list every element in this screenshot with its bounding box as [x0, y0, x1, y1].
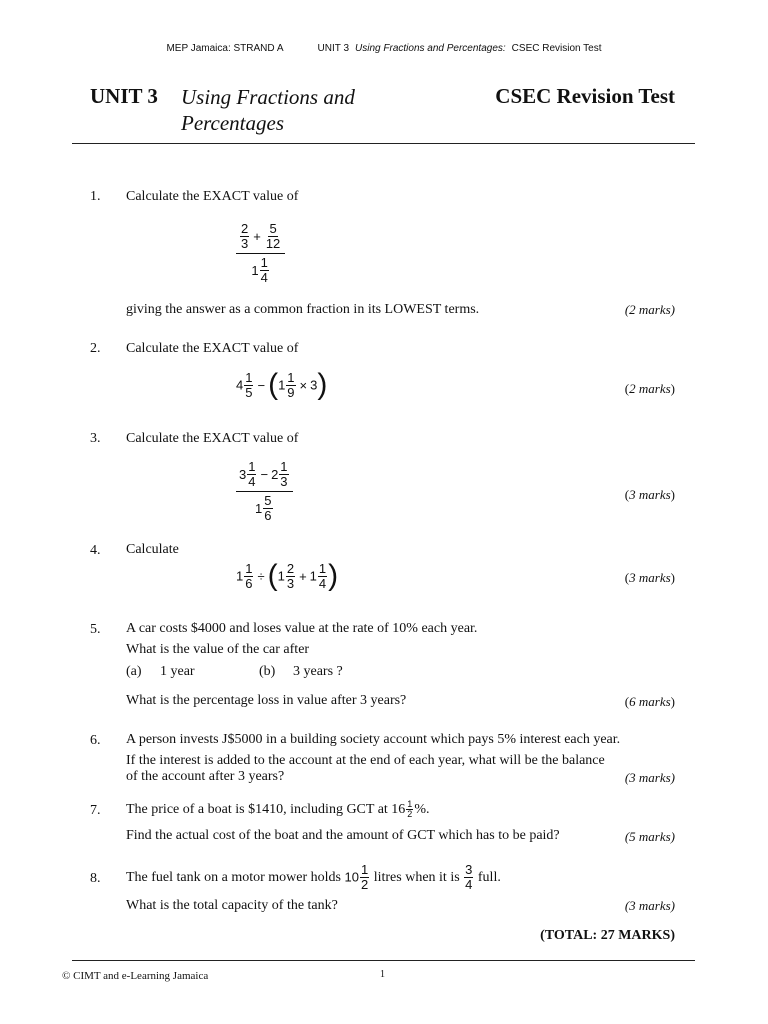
q5-part-b-label: (b) [259, 664, 276, 679]
q3-d1: 4 [248, 474, 256, 489]
q4-left-paren: ( [267, 559, 278, 592]
q3-text: Calculate the EXACT value of [126, 431, 299, 446]
q3-marks-num: 3 [629, 487, 636, 502]
q3-frac1 [247, 460, 256, 489]
q8-d: 2 [360, 877, 369, 893]
q8-line1 [126, 860, 501, 895]
q8-marks-text: (3 marks) [624, 898, 675, 913]
q2-left-paren: ( [268, 368, 279, 401]
q5-line1: A car costs $4000 and loses value at the rate of 10% each year. [126, 621, 478, 636]
q7-frac-den: 2 [407, 809, 413, 820]
q3-w1: 3 [239, 467, 247, 482]
q8-line1-mid: litres when it is [373, 870, 460, 885]
q1-marks [625, 302, 675, 318]
q8-mixed-number [344, 862, 371, 893]
q3-number: 3. [90, 431, 101, 446]
q5-marks-word: marks [638, 694, 671, 709]
q3-marks-word: marks [638, 487, 671, 502]
footer-copyright: © CIMT and e-Learning Jamaica [62, 970, 209, 982]
footer-divider [72, 960, 695, 961]
q6-marks-text: (3 marks) [624, 770, 675, 785]
q1-text: Calculate the EXACT value of [126, 189, 299, 204]
q2-marks-num: 2 [629, 381, 636, 396]
q5-line2: What is the value of the car after [126, 642, 310, 657]
q4-frac1 [244, 562, 253, 591]
header-test: CSEC Revision Test [511, 43, 602, 54]
page-number: 1 [380, 969, 385, 980]
q1-frac-b-num: 5 [269, 221, 277, 236]
q2-marks-word: marks [638, 381, 671, 396]
q1-op: + [253, 229, 261, 244]
q5-line3: What is the percentage loss in value after 3 years? [126, 693, 407, 708]
q3-den-den: 6 [264, 508, 272, 523]
q4-frac2 [286, 562, 295, 591]
q7-number: 7. [90, 803, 101, 818]
q8-line1-pre: The fuel tank on a motor mower holds [126, 870, 342, 885]
q1-number: 1. [90, 189, 101, 204]
q1-frac-b-den: 12 [265, 236, 281, 251]
q4-w1: 1 [236, 568, 244, 584]
q8-line1-post: full. [477, 870, 501, 885]
q5-part-a-text: 1 year [160, 664, 195, 679]
q1-den-frac-num: 1 [260, 255, 268, 270]
q1-den-frac [260, 256, 269, 285]
q4-n3: 1 [318, 560, 327, 576]
q8-d2: 4 [465, 877, 473, 893]
q1-frac-a-den: 3 [241, 236, 249, 251]
q4-w2: 1 [277, 568, 285, 584]
q2-text: Calculate the EXACT value of [126, 341, 299, 356]
q1-numerator [236, 222, 285, 254]
q1-marks-text: (2 marks) [624, 302, 675, 317]
q2-n2: 1 [287, 369, 295, 385]
q2-expression [236, 370, 327, 400]
q6-number: 6. [90, 733, 101, 748]
q3-n1: 1 [248, 459, 256, 474]
q8-frac1 [360, 863, 369, 892]
q1-frac-a-num: 2 [241, 221, 249, 236]
q7-line1-post: %. [414, 802, 430, 817]
q4-frac3 [318, 562, 327, 591]
q2-number: 2. [90, 341, 101, 356]
q4-marks-word: marks [638, 570, 671, 585]
q7-frac [406, 800, 413, 819]
q8-frac2 [464, 863, 473, 892]
q2-frac1 [244, 371, 253, 400]
q4-text: Calculate [126, 542, 179, 557]
q3-marks: (3 marks) [624, 487, 675, 502]
q8-marks [625, 898, 675, 914]
q4-n2: 2 [286, 560, 295, 576]
q1-after-text: giving the answer as a common fraction in its LOWEST terms. [126, 302, 480, 317]
q5-part-b-text: 3 years ? [293, 664, 343, 679]
q4-d1: 6 [245, 575, 253, 591]
title-topic-line2: Percentages [181, 111, 285, 135]
q4-right-paren: ) [328, 559, 339, 592]
page-title-topic [181, 84, 461, 136]
q8-n: 1 [360, 862, 369, 878]
q1-frac-a [240, 222, 249, 251]
q6-line1: A person invests J$5000 in a building society account which pays 5% interest each year. [126, 732, 621, 747]
q4-marks: (3 marks) [624, 570, 675, 585]
q4-n1: 1 [245, 560, 253, 576]
page-title-test: CSEC Revision Test [495, 84, 675, 108]
q4-d3: 4 [318, 575, 327, 591]
q2-n1: 1 [245, 369, 253, 385]
q6-line3: of the account after 3 years? [126, 769, 285, 784]
q3-numerator [236, 460, 293, 492]
title-topic-line1: Using Fractions and [181, 85, 355, 109]
q2-op1: − [257, 377, 266, 393]
q7-line1 [126, 800, 429, 820]
q2-k: 3 [310, 377, 318, 393]
q3-d2: 3 [280, 474, 288, 489]
q3-frac2 [279, 460, 288, 489]
q8-n2: 3 [465, 862, 473, 878]
q4-d2: 3 [286, 575, 295, 591]
q2-w2: 1 [278, 377, 286, 393]
q1-frac-b [265, 222, 281, 251]
q7-frac-num: 1 [407, 799, 413, 810]
header-unit-topic: Using Fractions and Percentages: [355, 43, 506, 54]
q2-d2: 9 [287, 384, 295, 400]
title-divider [72, 143, 695, 144]
q2-w1: 4 [236, 377, 244, 393]
q1-expression [236, 222, 285, 285]
header-strand: MEP Jamaica: STRAND A [166, 43, 284, 54]
q3-expression [236, 460, 293, 523]
q4-expression [236, 561, 338, 591]
q1-den-whole: 1 [251, 263, 259, 278]
q3-op: − [260, 467, 269, 482]
q2-marks: (2 marks) [624, 381, 675, 396]
q5-marks: (6 marks) [624, 694, 675, 709]
q3-den-whole: 1 [255, 501, 263, 516]
q1-denominator [251, 254, 269, 285]
q8-line2: What is the total capacity of the tank? [126, 898, 338, 913]
q3-den-frac [263, 494, 272, 523]
q4-w3: 1 [309, 568, 317, 584]
q1-den-frac-den: 4 [260, 270, 268, 285]
running-header [0, 43, 768, 54]
q6-line2: If the interest is added to the account at the end of each year, what will be the balance [126, 753, 605, 768]
q5-part-a-label: (a) [126, 664, 142, 679]
total-marks: (TOTAL: 27 MARKS) [540, 928, 675, 943]
q4-op2: + [299, 568, 307, 584]
q7-line2: Find the actual cost of the boat and the amount of GCT which has to be paid? [126, 828, 560, 843]
q3-w2: 2 [271, 467, 279, 482]
q3-den-num: 5 [264, 493, 272, 508]
q2-frac2 [286, 371, 295, 400]
q4-number: 4. [90, 543, 101, 558]
q5-number: 5. [90, 622, 101, 637]
q4-op1: ÷ [257, 568, 265, 584]
q2-right-paren: ) [317, 368, 328, 401]
page-title-unit: UNIT 3 [90, 84, 158, 108]
q8-number: 8. [90, 871, 101, 886]
header-unit: UNIT 3 [317, 43, 350, 54]
q7-marks [625, 829, 675, 845]
q4-marks-num: 3 [629, 570, 636, 585]
q7-marks-text: (5 marks) [624, 829, 675, 844]
q7-line1-pre: The price of a boat is $1410, including GCT at 16 [126, 802, 406, 817]
q2-op2: × [299, 377, 308, 393]
q3-denominator [255, 492, 273, 523]
q6-marks [625, 770, 675, 786]
q3-n2: 1 [280, 459, 288, 474]
q5-marks-num: 6 [629, 694, 636, 709]
q2-d1: 5 [245, 384, 253, 400]
q8-whole: 10 [344, 869, 359, 885]
